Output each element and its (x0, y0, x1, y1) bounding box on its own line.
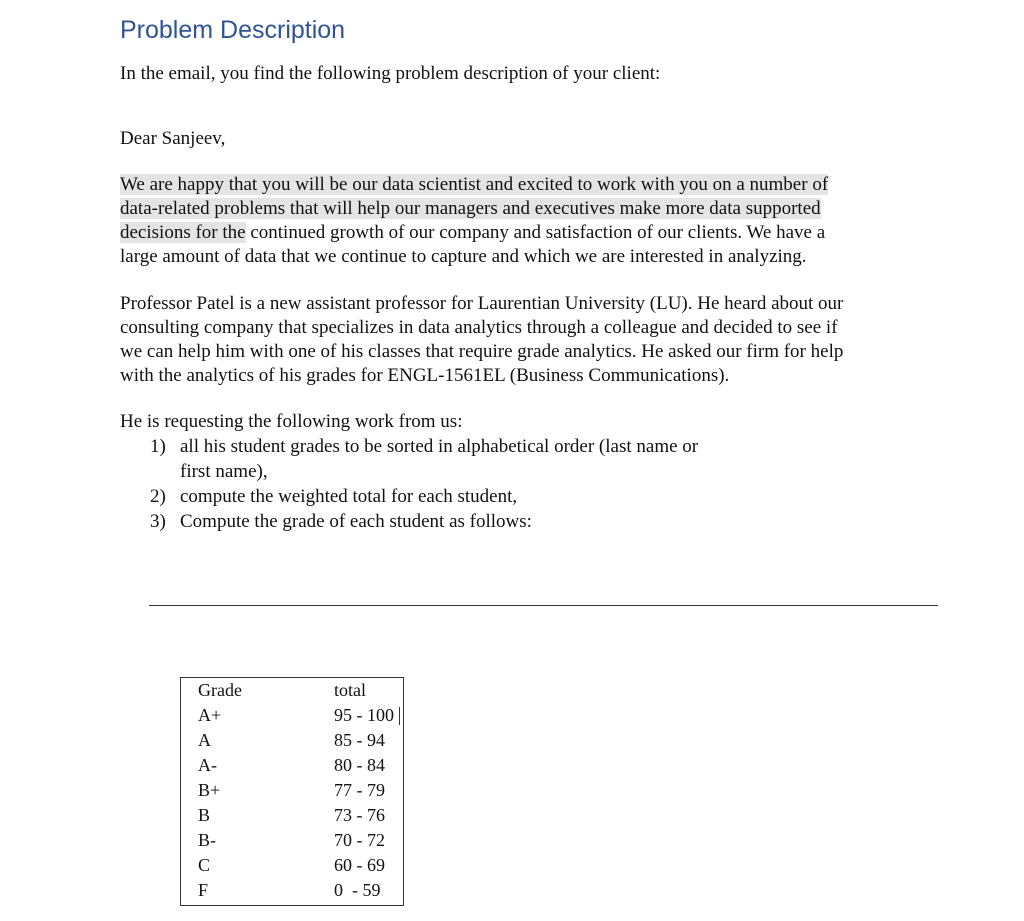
paragraph-line: large amount of data that we continue to capture and which we are interested in analyzing. (120, 246, 807, 267)
table-row (181, 853, 403, 878)
paragraph-line: Professor Patel is a new assistant professor for Laurentian University (LU). He heard about our (120, 293, 844, 314)
list-text: all his student grades to be sorted in alphabetical order (last name or (180, 436, 699, 457)
grade-table (180, 677, 404, 906)
total-cell: 85 - 94 (334, 730, 385, 750)
column-header-total: total (334, 680, 366, 700)
grade-cell: A- (198, 755, 217, 775)
table-row (181, 803, 403, 828)
total-cell: 60 - 69 (334, 855, 385, 875)
total-cell: 95 - 100 (334, 705, 394, 725)
total-cell: 77 - 79 (334, 780, 385, 800)
email-greeting: Dear Sanjeev, (120, 128, 226, 149)
paragraph-line (120, 221, 825, 245)
grade-cell: A+ (198, 705, 222, 725)
list-number: 1) (150, 436, 166, 457)
paragraph-line (120, 173, 828, 197)
highlighted-text: data-related problems that will help our managers and executives make more data supported (120, 198, 821, 219)
intro-text: In the email, you find the following problem description of your client: (120, 63, 661, 84)
grade-cell: F (198, 880, 209, 900)
total-cell: 80 - 84 (334, 755, 385, 775)
text-cursor (399, 707, 400, 725)
paragraph-text: continued growth of our company and satisfaction of our clients. We have a (245, 222, 826, 243)
grade-cell: A (198, 730, 211, 750)
highlighted-text: We are happy that you will be our data scientist and excited to work with you on a number of (120, 174, 829, 195)
table-row (181, 778, 403, 803)
total-cell: 70 - 72 (334, 830, 385, 850)
table-header-row (181, 678, 403, 703)
table-row (181, 703, 403, 728)
total-cell: 73 - 76 (334, 805, 385, 825)
grade-cell: C (198, 855, 211, 875)
request-intro: He is requesting the following work from us: (120, 411, 463, 432)
highlighted-text: decisions for the (120, 222, 246, 243)
paragraph-line: we can help him with one of his classes that require grade analytics. He asked our firm for help (120, 341, 844, 362)
list-text: first name), (180, 461, 268, 482)
total-cell: 0 - 59 (334, 880, 381, 900)
horizontal-divider (149, 605, 938, 606)
table-row (181, 753, 403, 778)
column-header-grade: Grade (198, 680, 242, 700)
list-number: 2) (150, 486, 166, 507)
paragraph-line: with the analytics of his grades for ENGL-1561EL (Business Communications). (120, 365, 730, 386)
paragraph-line: consulting company that specializes in data analytics through a colleague and decided to see if (120, 317, 838, 338)
table-row (181, 728, 403, 753)
list-number: 3) (150, 511, 166, 532)
table-row (181, 878, 403, 903)
grade-cell: B- (198, 830, 216, 850)
section-heading: Problem Description (120, 16, 346, 44)
grade-cell: B (198, 805, 211, 825)
list-text: compute the weighted total for each student, (180, 486, 518, 507)
table-row (181, 828, 403, 853)
list-text: Compute the grade of each student as follows: (180, 511, 532, 532)
grade-cell: B+ (198, 780, 221, 800)
paragraph-line (120, 197, 821, 221)
